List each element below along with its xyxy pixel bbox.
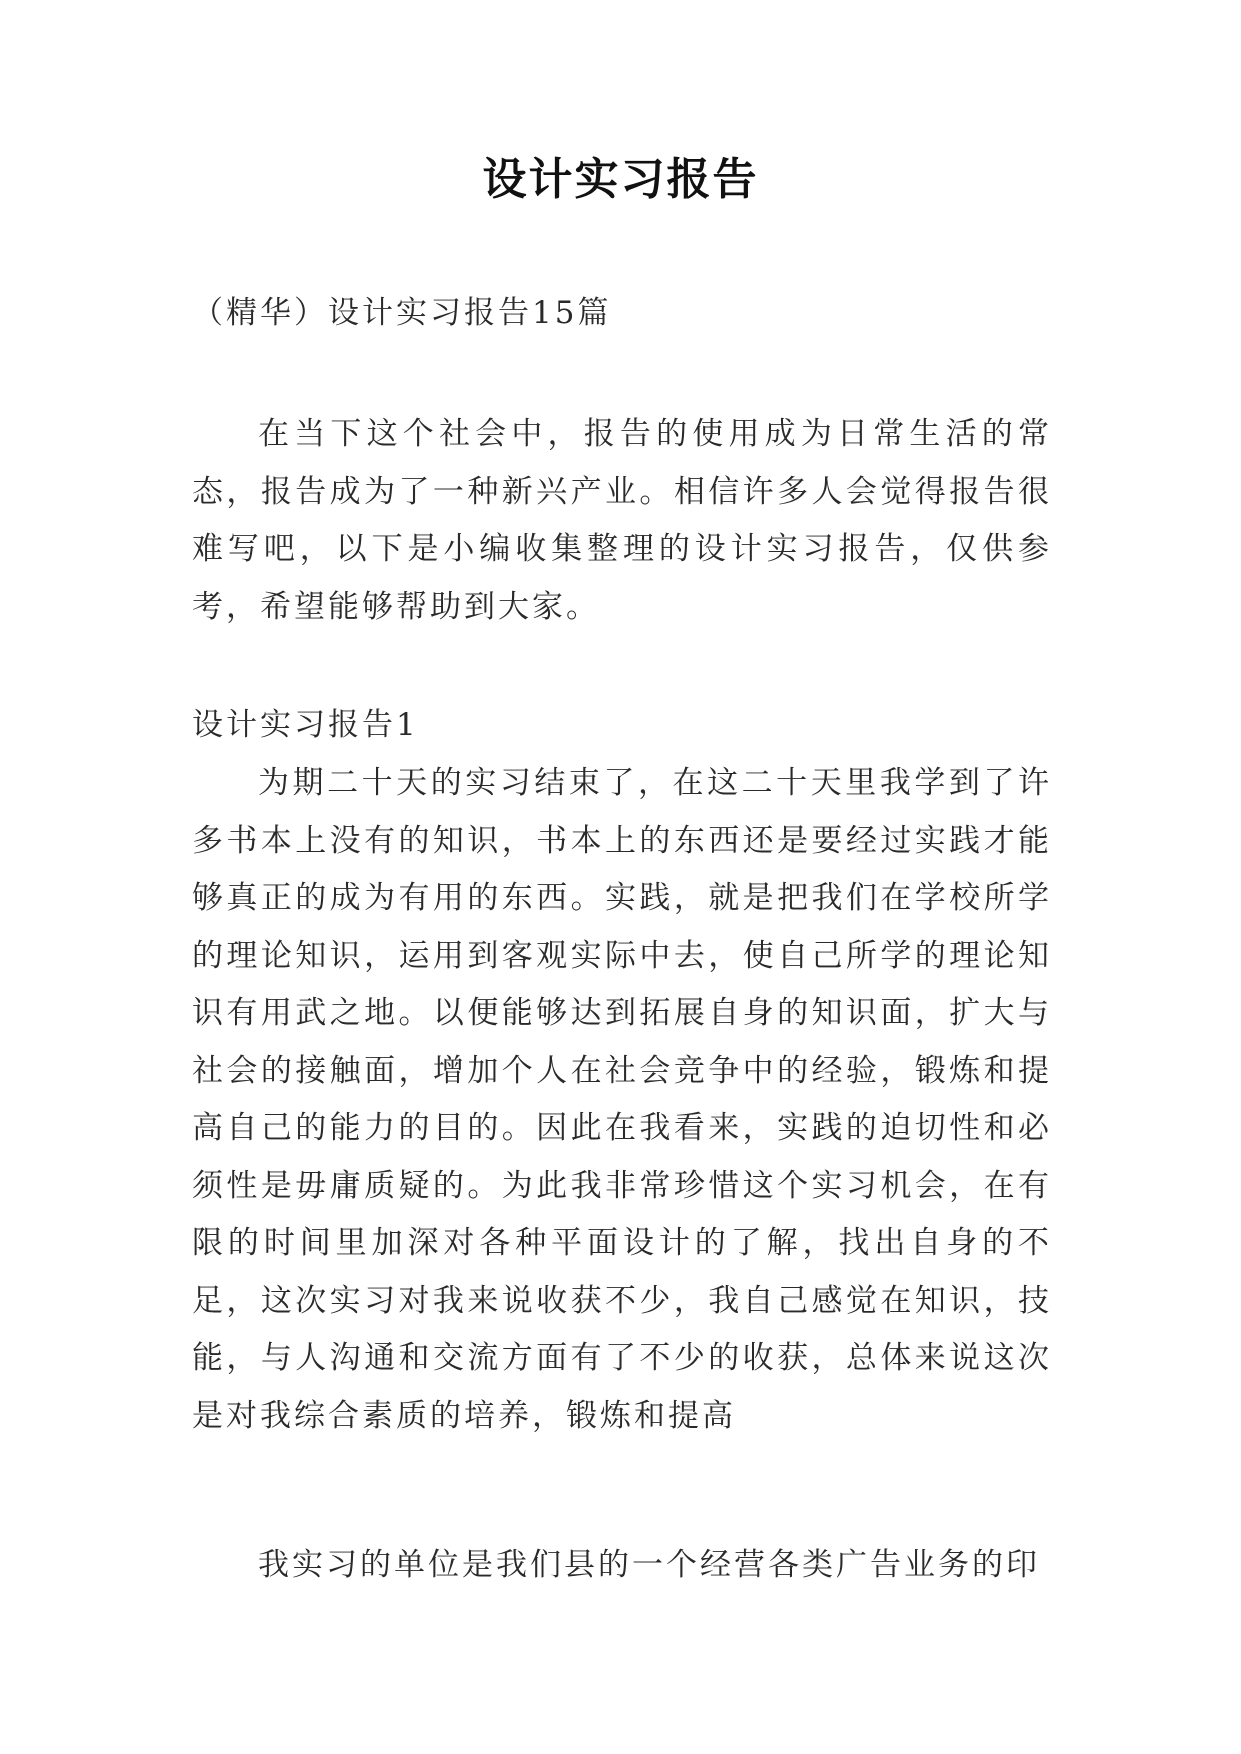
intro-paragraph: 在当下这个社会中，报告的使用成为日常生活的常态，报告成为了一种新兴产业。相信许多人会觉得报告很难写吧，以下是小编收集整理的设计实习报告，仅供参考，希望能够帮助到大家。 (192, 416, 1052, 625)
body-paragraph-continued: 我实习的单位是我们县的一个经营各类广告业务的印 (258, 1547, 1040, 1583)
section-heading: 设计实习报告1 (192, 707, 419, 743)
document-subtitle: （精华）设计实习报告15篇 (192, 295, 612, 331)
document-title: 设计实习报告 (482, 154, 759, 205)
body-paragraph: 为期二十天的实习结束了，在这二十天里我学到了许多书本上没有的知识，书本上的东西还是要经过实践才能够真正的成为有用的东西。实践，就是把我们在学校所学的理论知识，运用到客观实际中去，使自己所学的理论知识有用武之地。以便能够达到拓展自身的知识面，扩大与社会的接触面，增加个人在社会竞争中的经验，锻炼和提高自己的能力的目的。因此在我看来，实践的迫切性和必须性是毋庸质疑的。为此我非常珍惜这个实习机会，在有限的时间里加深对各种平面设计的了解，找出自身的不足，这次实习对我来说收获不少，我自己感觉在知识，技能，与人沟通和交流方面有了不少的收获，总体来说这次是对我综合素质的培养，锻炼和提高 (192, 765, 1052, 1434)
